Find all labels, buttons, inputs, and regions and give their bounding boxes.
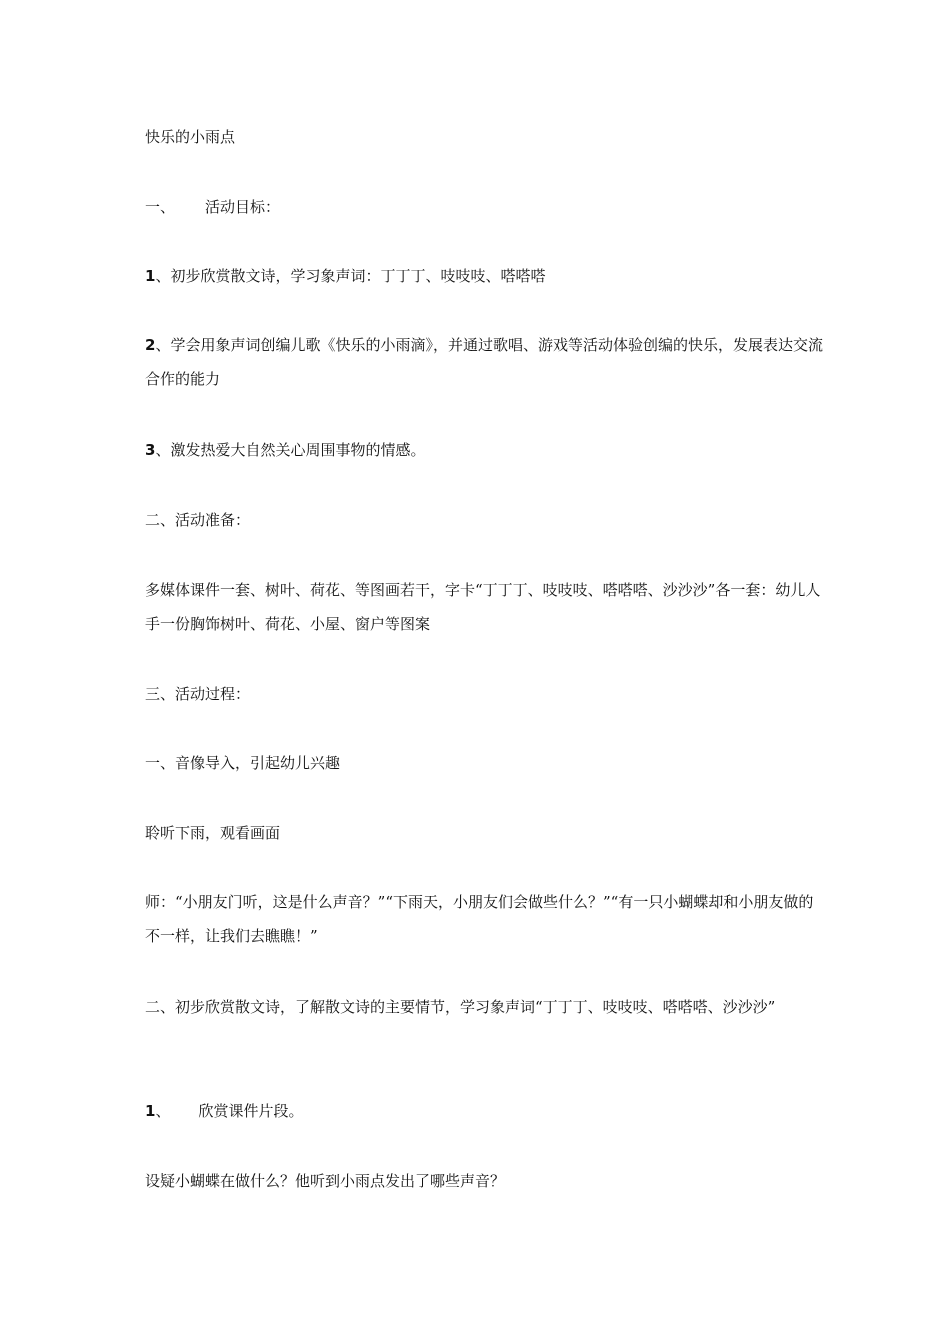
section-marker: 一、 — [145, 198, 176, 216]
goal-item-1 — [145, 259, 825, 293]
goal-number: 1 — [145, 267, 156, 285]
step1-line: 聆听下雨，观看画面 — [145, 824, 281, 842]
goal-item-3 — [145, 433, 825, 467]
goal-text: 、学会用象声词创编儿歌《快乐的小雨滴》，并通过歌唱、游戏等活动体验创编的快乐，发展表达交流合作的能力 — [145, 336, 823, 388]
prep-paragraph: 多媒体课件一套、树叶、荷花、等图画若干，字卡“丁丁丁、吱吱吱、嗒嗒嗒、沙沙沙”各一套：幼儿人手一份胸饰树叶、荷花、小屋、窗户等图案 — [145, 581, 821, 633]
goal-number: 2 — [145, 336, 156, 354]
sub-text: 欣赏课件片段。 — [198, 1102, 304, 1120]
step2-heading: 二、初步欣赏散文诗，了解散文诗的主要情节，学习象声词“丁丁丁、吱吱吱、嗒嗒嗒、沙沙沙” — [145, 998, 776, 1016]
step1-dialogue: 师：“小朋友门听，这是什么声音？”“下雨天，小朋友们会做些什么？”“有一只小蝴蝶却和小朋友做的不一样，让我们去瞧瞧！” — [145, 893, 814, 945]
sub-marker: 、 — [155, 1102, 171, 1120]
goal-text: 、初步欣赏散文诗，学习象声词：丁丁丁、吱吱吱、嗒嗒嗒 — [155, 267, 546, 285]
section-prep-heading: 二、活动准备： — [145, 511, 251, 529]
sub-item-1 — [145, 1094, 825, 1128]
goal-text: 、激发热爱大自然关心周围事物的情感。 — [155, 441, 426, 459]
section-goals-heading — [145, 190, 825, 224]
step1-heading: 一、音像导入，引起幼儿兴趣 — [145, 754, 341, 772]
question-paragraph: 设疑小蝴蝶在做什么？他听到小雨点发出了哪些声音？ — [145, 1172, 506, 1190]
goal-item-2 — [145, 328, 825, 396]
section-process-heading: 三、活动过程： — [145, 685, 251, 703]
sub-number: 1 — [145, 1102, 156, 1120]
goal-number: 3 — [145, 441, 156, 459]
document-title: 快乐的小雨点 — [145, 128, 236, 146]
section-heading-text: 活动目标： — [205, 198, 281, 216]
